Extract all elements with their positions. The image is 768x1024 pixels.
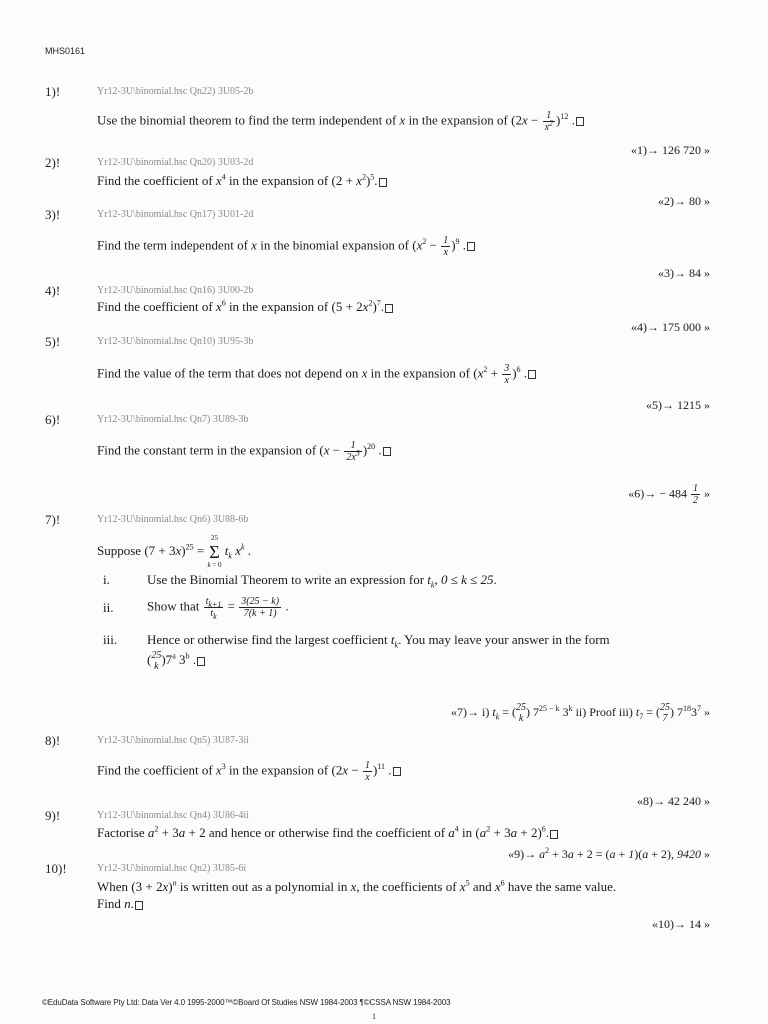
question-text: Find n. (97, 896, 143, 912)
part-text: Show that $\frac{t_{k+1}}{t_k}$ = $\frac{3(25 - k)}{7(k + 1)}$ . (147, 596, 289, 621)
question-number: 5)! (45, 334, 61, 349)
question-text: Find the term independent of x in the binomial expansion of ($x^2$ − $\frac{1}{x}$ )$^9$ . (97, 235, 475, 258)
question-text: Find the constant term in the expansion of (x − $\frac{1}{2x^3}$ )$^{20}$ . (97, 440, 391, 463)
question-number: 1)! (45, 84, 61, 99)
answer: «4)→ 175 000 » (631, 320, 710, 334)
question-number: 6)! (45, 412, 61, 427)
question-text: Find the coefficient of $x^4$ in the expansion of $(2 + x^2)^5$. (97, 173, 387, 189)
answer: «1)→ 126 720 » (631, 143, 710, 157)
question-text: Find the coefficient of $x^3$ in the expansion of (2x − $\frac{1}{x}$ )$^{11}$ . (97, 760, 401, 783)
answer: «$9)\to a^2 + 3a + 2 = (a + 1)(a + 2)$, 9420 » (508, 846, 710, 861)
answer: «10)→ 14 » (652, 917, 710, 931)
footer-copyright: ©EduData Software Pty Ltd: Data Ver 4.0 1995-2000™©Board Of Studies NSW 1984-2003 ¶©CSSA NSW 1984-2003 (42, 998, 451, 1007)
answer: «5)→ 1215 » (646, 398, 710, 412)
question-source: Yr12-3U\binomial.hsc Qn10) 3U95-3b (97, 336, 254, 347)
part-text: Use the Binomial Theorem to write an expression for $t_k$, 0 ≤ k ≤ 25. (147, 572, 497, 590)
question-number: 3)! (45, 207, 61, 222)
question-number: 2)! (45, 155, 61, 170)
part-label: ii. (103, 600, 114, 615)
question-number: 8)! (45, 733, 61, 748)
question-text: Find the coefficient of $x^6$ in the expansion of $(5 + 2x^2)^7$. (97, 299, 393, 315)
question-text: Use the binomial theorem to find the term independent of x in the expansion of (2x − $\frac{1}{x^2}$ )$^{12}$ . (97, 110, 584, 133)
part-text: (25 k )7$^a$ 3$^b$ . (147, 650, 205, 672)
question-number: 9)! (45, 808, 61, 823)
question-number: 4)! (45, 283, 61, 298)
question-text: Factorise $a^2 + 3a + 2$ and hence or otherwise find the coefficient of $a^4$ in $(a^2 + 3a + 2)^6$. (97, 825, 558, 841)
question-source: Yr12-3U\binomial.hsc Qn16) 3U00-2b (97, 285, 254, 296)
answer: «8)→ 42 240 » (637, 794, 710, 808)
question-text: Suppose $(7 + 3x)^{25} = 25$ Σ k = 0 $t_k$ $x^k$ . (97, 534, 252, 569)
question-source: Yr12-3U\binomial.hsc Qn5) 3U87-3ii (97, 735, 249, 746)
answer: «7)→ i) $t_k = (25$ k ) $7^{25 - k}$ 3$^k$ ii) Proof iii) $t_7 = (25$ 7 ) $7^{18}3^7$ » (451, 702, 710, 724)
answer: «3)→ 84 » (658, 266, 710, 280)
question-number: 7)! (45, 512, 61, 527)
part-label: iii. (103, 632, 118, 647)
part-text: Hence or otherwise find the largest coefficient $t_k$. You may leave your answer in the form (147, 632, 610, 650)
page-number: 1 (372, 1012, 376, 1021)
question-source: Yr12-3U\binomial.hsc Qn7) 3U89-3b (97, 414, 249, 425)
question-text: Find the value of the term that does not depend on x in the expansion of ($x^2$ + $\frac{3}{x}$ )$^6$ . (97, 363, 536, 386)
question-source: Yr12-3U\binomial.hsc Qn2) 3U85-6i (97, 863, 247, 874)
question-text: When $(3 + 2x)^n$ is written out as a polynomial in x, the coefficients of $x^5$ and $x^6$ have the same value. (97, 878, 617, 894)
part-label: i. (103, 572, 110, 587)
question-source: Yr12-3U\binomial.hsc Qn17) 3U01-2d (97, 209, 254, 220)
question-source: Yr12-3U\binomial.hsc Qn22) 3U05-2b (97, 86, 254, 97)
answer: «2)→ 80 » (658, 194, 710, 208)
question-number: 10)! (45, 861, 67, 876)
question-source: Yr12-3U\binomial.hsc Qn4) 3U86-4ii (97, 810, 249, 821)
question-source: Yr12-3U\binomial.hsc Qn6) 3U88-6b (97, 514, 249, 525)
answer: «6)→ − 484 $\frac{1}{2}$ » (628, 483, 710, 506)
question-source: Yr12-3U\binomial.hsc Qn20) 3U03-2d (97, 157, 254, 168)
document-code: MHS0161 (45, 46, 86, 56)
